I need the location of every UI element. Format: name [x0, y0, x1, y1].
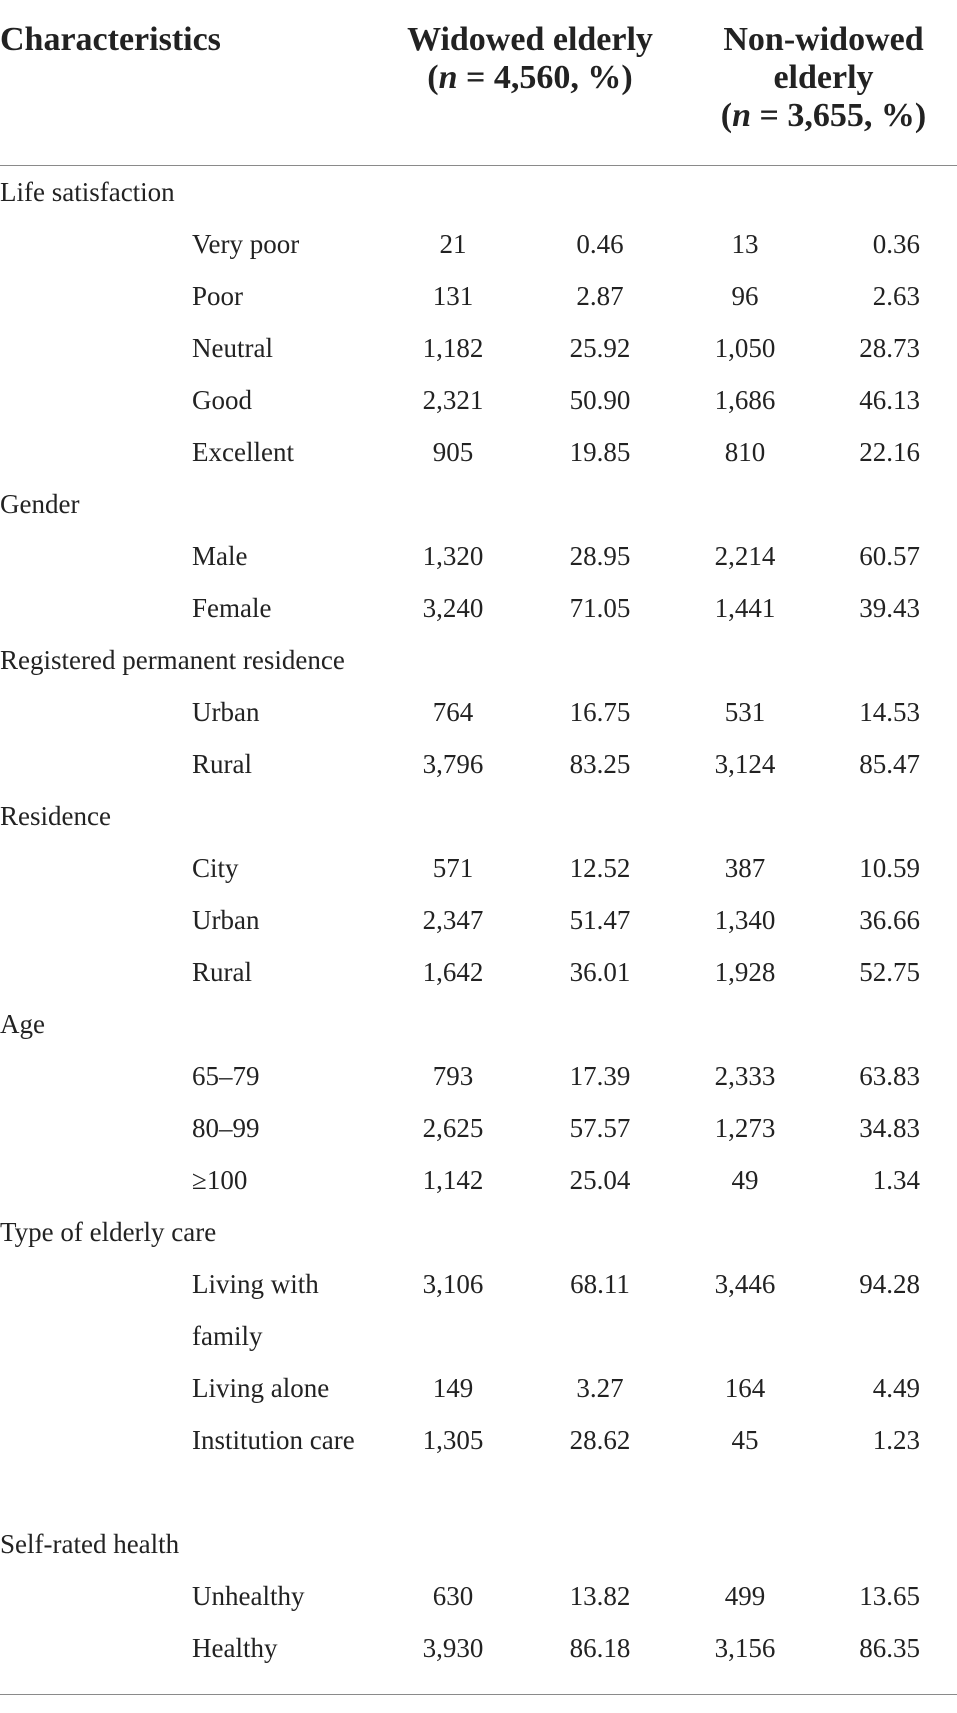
- header-nonwidowed-elderly: [690, 21, 957, 135]
- nonwidowed-percent: 10.59: [859, 853, 920, 883]
- widowed-count: 3,796: [422, 749, 484, 779]
- nonwidowed-count: 2,214: [714, 541, 776, 571]
- row-label: City: [192, 853, 239, 883]
- nonwidowed-count: 387: [724, 853, 766, 883]
- widowed-percent: 36.01: [569, 957, 631, 987]
- row-label: Urban: [192, 905, 260, 935]
- nonwidowed-count: 3,124: [714, 749, 776, 779]
- row-label: Living alone: [192, 1373, 330, 1403]
- widowed-count: 2,321: [422, 385, 484, 415]
- widowed-count: 1,642: [422, 957, 484, 987]
- header-characteristics: Characteristics: [0, 21, 221, 58]
- widowed-count: 2,347: [422, 905, 484, 935]
- row-label: Healthy: [192, 1633, 278, 1663]
- nonwidowed-percent: 94.28: [859, 1269, 920, 1299]
- nonwidowed-percent: 13.65: [859, 1581, 920, 1611]
- widowed-count: 905: [432, 437, 474, 467]
- widowed-percent: 13.82: [569, 1581, 631, 1611]
- row-label: Good: [192, 385, 252, 415]
- widowed-percent: 12.52: [569, 853, 631, 883]
- nonwidowed-percent: 1.23: [872, 1425, 920, 1455]
- table-row: [0, 1050, 957, 1102]
- table-row: [0, 686, 957, 738]
- nonwidowed-count: 531: [724, 697, 766, 727]
- widowed-count: 764: [432, 697, 474, 727]
- row-label: Neutral: [192, 333, 273, 363]
- table-row: [0, 1570, 957, 1622]
- widowed-percent: 68.11: [570, 1269, 630, 1299]
- widowed-count: 149: [432, 1373, 474, 1403]
- nonwidowed-count: 164: [724, 1373, 766, 1403]
- table-row: [0, 322, 957, 374]
- header-widowed-elderly: [380, 21, 680, 97]
- row-label: Rural: [192, 749, 252, 779]
- nonwidowed-count: 810: [724, 437, 766, 467]
- category-label: Gender: [0, 489, 80, 519]
- nonwidowed-percent: 28.73: [859, 333, 920, 363]
- widowed-percent: 57.57: [569, 1113, 631, 1143]
- header-nonwidowed-title-1: Non-widowed: [723, 21, 924, 58]
- widowed-percent: 0.46: [576, 229, 624, 259]
- nonwidowed-count: 1,340: [714, 905, 776, 935]
- category-label: Age: [0, 1009, 45, 1039]
- table-bottom-rule: [0, 1694, 957, 1695]
- widowed-count: 1,182: [422, 333, 484, 363]
- row-label: Male: [192, 541, 248, 571]
- nonwidowed-percent: 63.83: [859, 1061, 920, 1091]
- nonwidowed-percent: 34.83: [859, 1113, 920, 1143]
- header-nonwidowed-n: [690, 97, 957, 135]
- row-label: Very poor: [192, 229, 300, 259]
- category-row: [0, 790, 957, 842]
- widowed-count: 793: [432, 1061, 474, 1091]
- nonwidowed-count: 1,050: [714, 333, 776, 363]
- table-row: [0, 426, 957, 478]
- nonwidowed-percent: 52.75: [859, 957, 920, 987]
- widowed-percent: 25.92: [569, 333, 631, 363]
- table-row: [0, 582, 957, 634]
- widowed-percent: 86.18: [569, 1633, 631, 1663]
- row-label: Unhealthy: [192, 1581, 305, 1611]
- nonwidowed-count: 1,441: [714, 593, 776, 623]
- header-widowed-n-value: = 4,560, %): [457, 59, 633, 96]
- table-row: [0, 1414, 957, 1518]
- nonwidowed-count: 13: [731, 229, 759, 259]
- widowed-count: 571: [432, 853, 474, 883]
- header-nonwidowed-n-var: n: [732, 97, 752, 134]
- widowed-percent: 25.04: [569, 1165, 631, 1195]
- category-row: [0, 1518, 957, 1570]
- table-row: [0, 1622, 957, 1674]
- widowed-percent: 2.87: [576, 281, 624, 311]
- header-nonwidowed-open-paren: (: [720, 97, 733, 134]
- nonwidowed-count: 2,333: [714, 1061, 776, 1091]
- table-row: [0, 1102, 957, 1154]
- nonwidowed-percent: 0.36: [872, 229, 920, 259]
- table-row: [0, 946, 957, 998]
- nonwidowed-count: 3,446: [714, 1269, 776, 1299]
- category-row: [0, 998, 957, 1050]
- nonwidowed-percent: 60.57: [859, 541, 920, 571]
- nonwidowed-percent: 46.13: [859, 385, 920, 415]
- row-label: 80–99: [192, 1113, 260, 1143]
- widowed-count: 3,930: [422, 1633, 484, 1663]
- widowed-percent: 50.90: [569, 385, 631, 415]
- nonwidowed-count: 96: [731, 281, 759, 311]
- widowed-count: 3,106: [422, 1269, 484, 1299]
- row-label: Female: [192, 593, 272, 623]
- row-label: Rural: [192, 957, 252, 987]
- category-row: [0, 1206, 957, 1258]
- nonwidowed-percent: 86.35: [859, 1633, 920, 1663]
- nonwidowed-count: 1,273: [714, 1113, 776, 1143]
- widowed-percent: 28.62: [569, 1425, 631, 1455]
- category-label: Residence: [0, 801, 111, 831]
- widowed-percent: 16.75: [569, 697, 631, 727]
- widowed-percent: 19.85: [569, 437, 631, 467]
- header-widowed-title: Widowed elderly: [407, 21, 653, 58]
- category-label: Registered permanent residence: [0, 645, 345, 675]
- table-header: [0, 0, 957, 166]
- nonwidowed-count: 45: [731, 1425, 759, 1455]
- nonwidowed-count: 1,686: [714, 385, 776, 415]
- table-body: [0, 166, 957, 1674]
- table-row: [0, 842, 957, 894]
- category-label: Type of elderly care: [0, 1217, 217, 1247]
- widowed-count: 1,142: [422, 1165, 484, 1195]
- nonwidowed-count: 1,928: [714, 957, 776, 987]
- row-label: Urban: [192, 697, 260, 727]
- header-widowed-n-var: n: [438, 59, 458, 96]
- widowed-percent: 83.25: [569, 749, 631, 779]
- nonwidowed-count: 3,156: [714, 1633, 776, 1663]
- nonwidowed-percent: 85.47: [859, 749, 920, 779]
- table-row: [0, 1362, 957, 1414]
- nonwidowed-percent: 4.49: [872, 1373, 920, 1403]
- widowed-percent: 3.27: [576, 1373, 624, 1403]
- header-nonwidowed-n-value: = 3,655, %): [751, 97, 927, 134]
- category-row: [0, 478, 957, 530]
- header-nonwidowed-title-2: elderly: [773, 59, 874, 96]
- nonwidowed-percent: 1.34: [872, 1165, 920, 1195]
- nonwidowed-count: 499: [724, 1581, 766, 1611]
- widowed-count: 630: [432, 1581, 474, 1611]
- widowed-percent: 71.05: [569, 593, 631, 623]
- table-row: [0, 894, 957, 946]
- widowed-count: 1,320: [422, 541, 484, 571]
- header-widowed-n: [380, 59, 680, 97]
- row-label: Excellent: [192, 437, 294, 467]
- row-label: Poor: [192, 281, 244, 311]
- nonwidowed-percent: 39.43: [859, 593, 920, 623]
- table-row: [0, 1154, 957, 1206]
- header-widowed-open-paren: (: [427, 59, 439, 96]
- table-row: [0, 1258, 957, 1362]
- widowed-count: 2,625: [422, 1113, 484, 1143]
- table-row: [0, 374, 957, 426]
- row-label: Living with family: [192, 1269, 319, 1351]
- widowed-percent: 51.47: [569, 905, 631, 935]
- nonwidowed-percent: 2.63: [872, 281, 920, 311]
- row-label: ≥100: [192, 1165, 248, 1195]
- table-row: [0, 530, 957, 582]
- widowed-percent: 17.39: [569, 1061, 631, 1091]
- widowed-percent: 28.95: [569, 541, 631, 571]
- row-label: 65–79: [192, 1061, 260, 1091]
- nonwidowed-percent: 14.53: [859, 697, 920, 727]
- table-row: [0, 218, 957, 270]
- widowed-count: 3,240: [422, 593, 484, 623]
- category-row: [0, 166, 957, 218]
- table-row: [0, 270, 957, 322]
- category-label: Self-rated health: [0, 1529, 180, 1559]
- widowed-count: 1,305: [422, 1425, 484, 1455]
- table-row: [0, 738, 957, 790]
- nonwidowed-percent: 22.16: [859, 437, 920, 467]
- nonwidowed-percent: 36.66: [859, 905, 920, 935]
- widowed-count: 21: [439, 229, 467, 259]
- category-row: [0, 634, 957, 686]
- widowed-count: 131: [432, 281, 474, 311]
- category-label: Life satisfaction: [0, 177, 175, 207]
- nonwidowed-count: 49: [731, 1165, 759, 1195]
- row-label: Institution care: [192, 1425, 355, 1455]
